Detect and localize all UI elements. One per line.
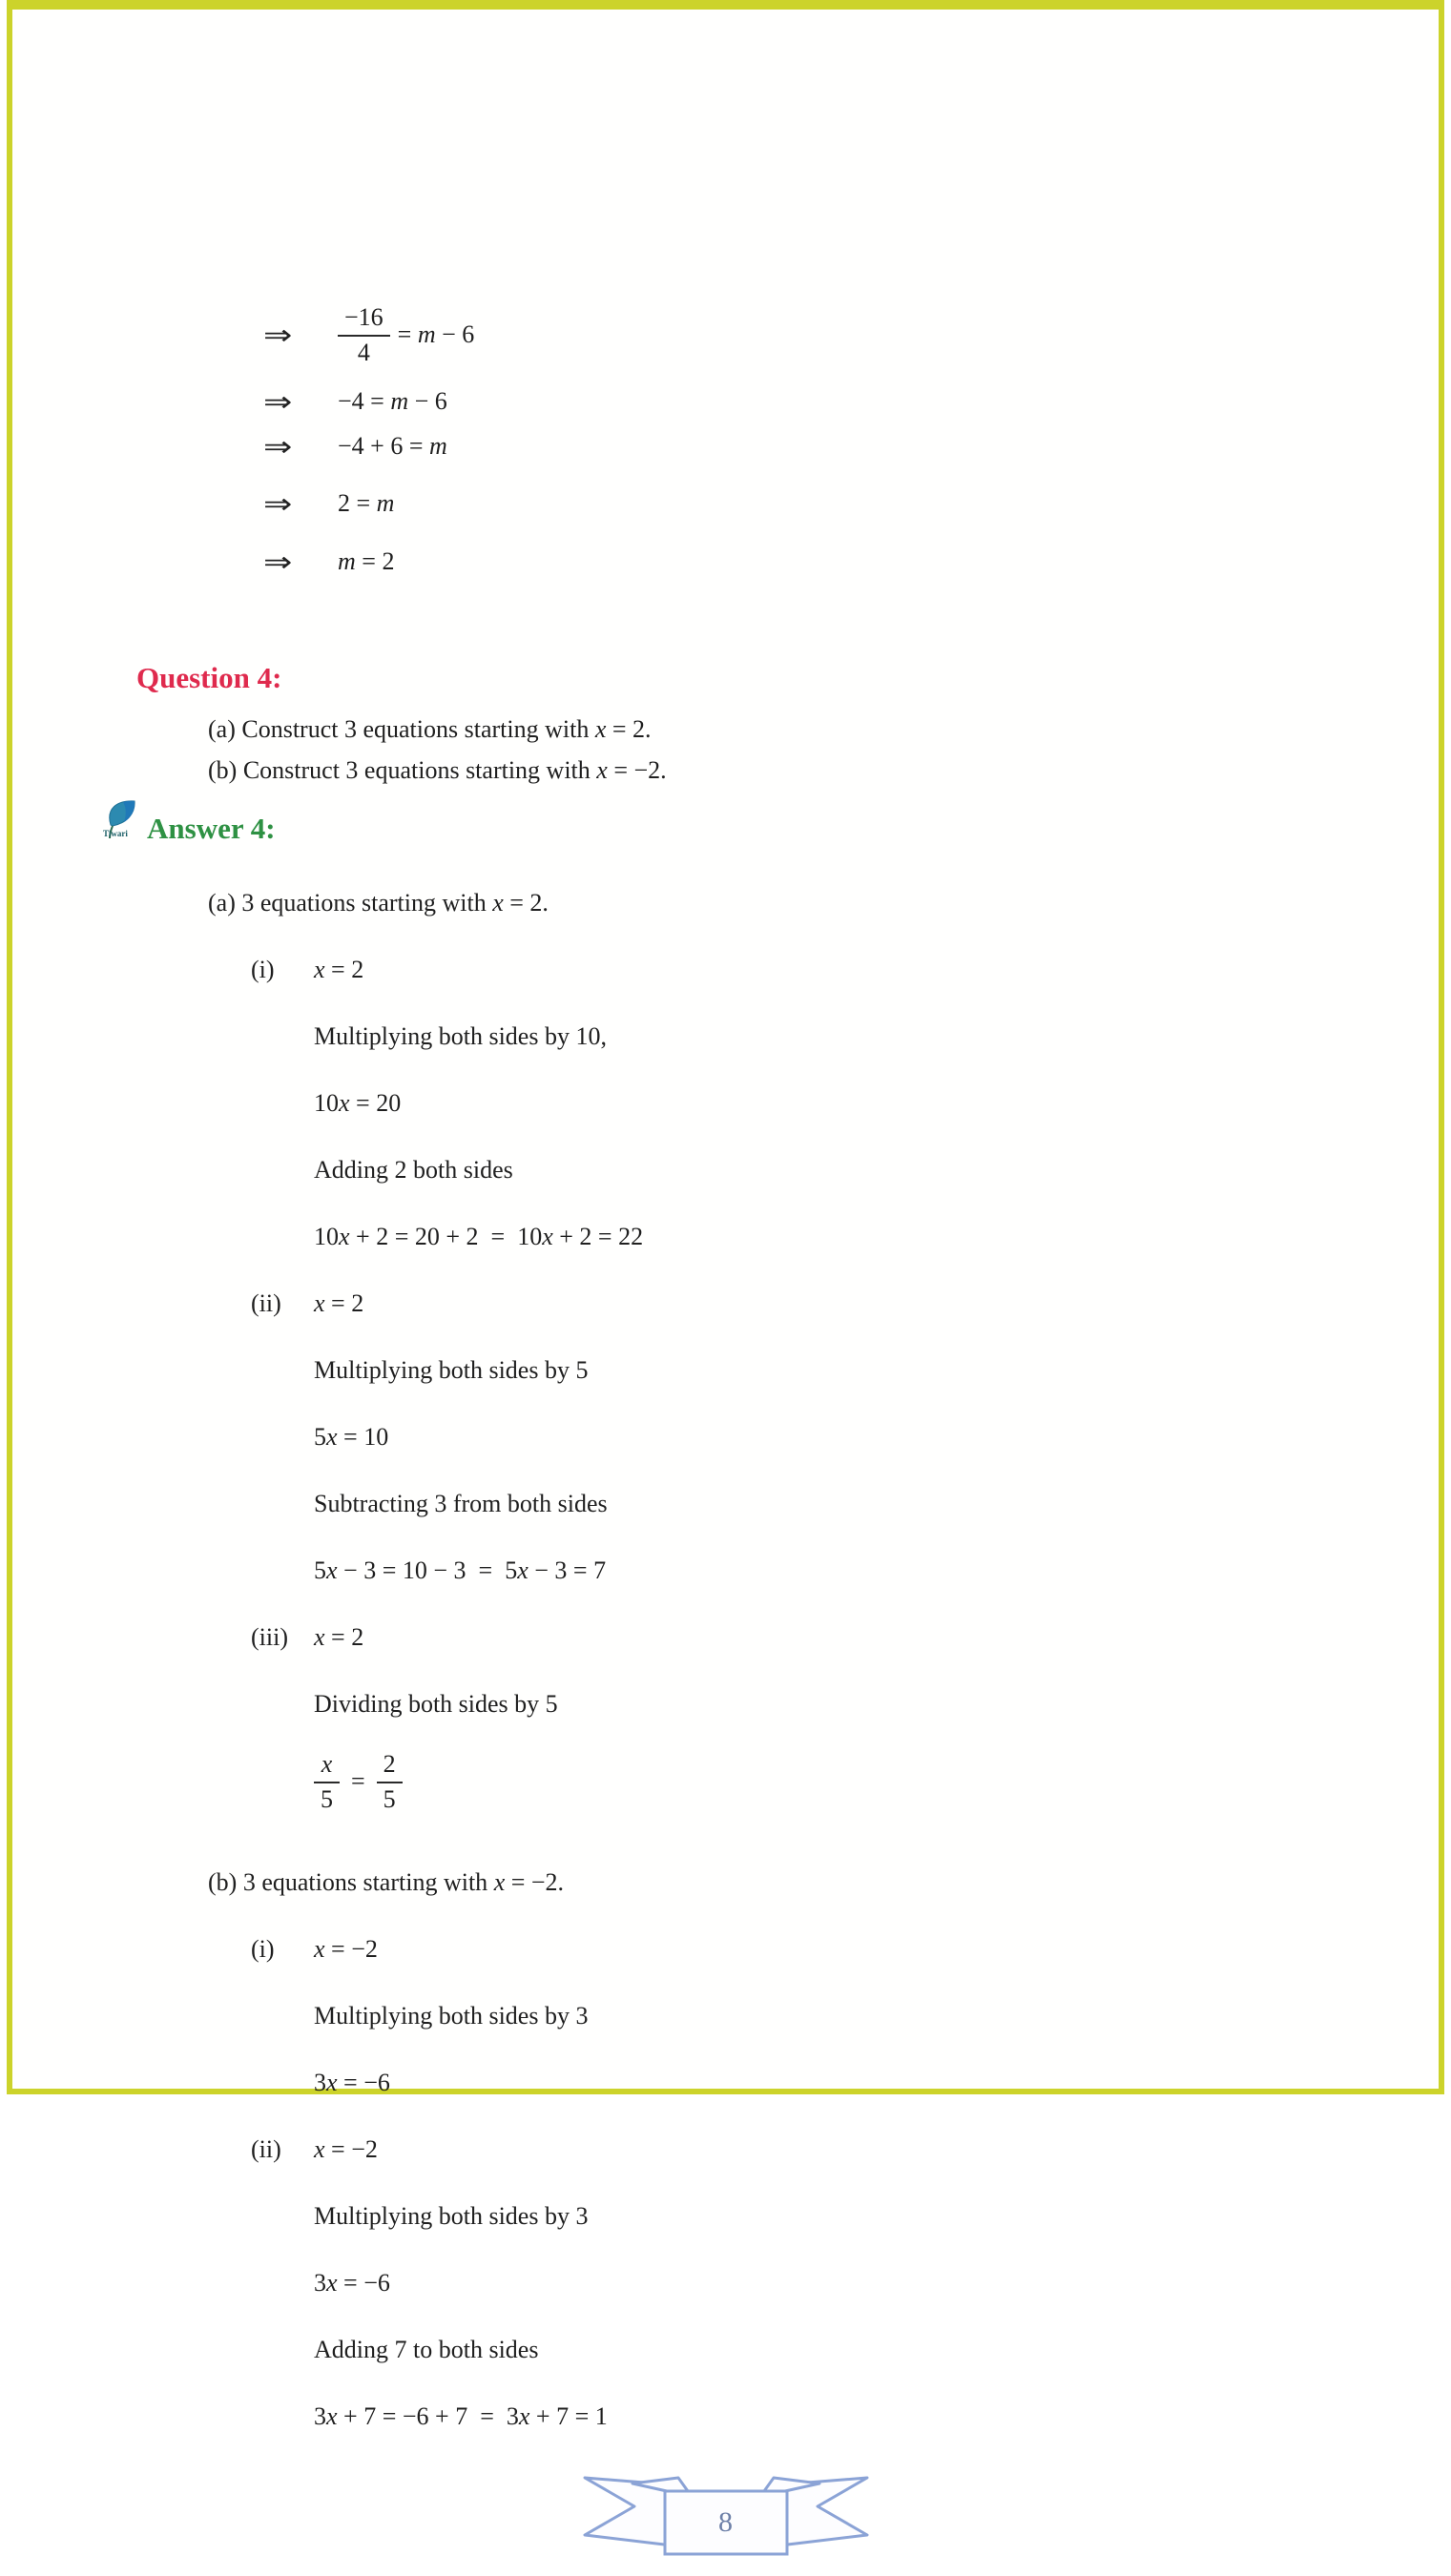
fraction-denominator: 4 — [338, 335, 390, 367]
fraction-equation — [314, 1750, 1439, 1814]
derivation-step — [263, 425, 1439, 467]
equation-text: m = 2 — [338, 547, 395, 575]
equation-text: = m − 6 — [397, 320, 475, 348]
implies-arrow-icon: ⇒ — [263, 546, 293, 578]
question-math: x = −2. — [596, 756, 667, 784]
answer-item: (ii) x = 2 — [251, 1289, 364, 1317]
equation-text: −4 = m − 6 — [338, 387, 447, 415]
question-math: x = 2. — [594, 715, 652, 743]
implies-arrow-icon: ⇒ — [263, 319, 293, 351]
implies-arrow-icon: ⇒ — [263, 385, 293, 418]
answer-line: Subtracting 3 from both sides — [314, 1490, 608, 1517]
question-title: Question 4: — [136, 661, 282, 694]
tiwari-leaf-logo-icon — [100, 796, 140, 854]
fraction: $\frac{2}{5}$ — [377, 1750, 403, 1814]
page-number: 8 — [718, 2505, 733, 2538]
answer-line: 10x + 2 = 20 + 2 = 10x + 2 = 22 — [314, 1223, 644, 1250]
answer-item: (iii) x = 2 — [251, 1623, 364, 1651]
answer-line: 3x = −6 — [314, 2268, 390, 2297]
fraction-numerator: −16 — [344, 302, 383, 331]
answer-item: (ii) x = −2 — [251, 2134, 378, 2163]
answer-line: Multiplying both sides by 3 — [314, 2201, 589, 2230]
equals-sign: = — [351, 1767, 365, 1796]
answer-item: (i) x = 2 — [251, 956, 364, 983]
implies-arrow-icon: ⇒ — [263, 487, 293, 520]
fraction: $\frac{x}{5}$ — [314, 1750, 340, 1814]
answer-line: 5x = 10 — [314, 1423, 389, 1451]
answer-line: 3x + 7 = −6 + 7 = 3x + 7 = 1 — [314, 2401, 608, 2430]
answer-line: 10x = 20 — [314, 1089, 402, 1117]
answer-line: 3x = −6 — [314, 2068, 390, 2096]
page-number-ribbon — [573, 2463, 879, 2576]
answer-title — [100, 800, 1439, 857]
derivation-step — [263, 541, 1439, 583]
derivation-block — [263, 291, 1439, 583]
answer-line: Multiplying both sides by 3 — [314, 2001, 589, 2030]
logo-text: Tiwari — [103, 829, 128, 838]
derivation-step — [263, 381, 1439, 422]
question-text: (a) Construct 3 equations starting with — [208, 715, 590, 743]
answer-line: Multiplying both sides by 10, — [314, 1022, 607, 1050]
answer-line: Adding 7 to both sides — [314, 2335, 539, 2363]
page-frame — [7, 0, 1444, 2538]
answer-intro-a: (a) 3 equations starting with x = 2. — [208, 889, 549, 917]
answer-line: Multiplying both sides by 5 — [314, 1356, 589, 1384]
question-text: (b) Construct 3 equations starting with — [208, 756, 591, 784]
equation-text: −4 + 6 = m — [338, 432, 447, 460]
answer-line: 5x − 3 = 10 − 3 = 5x − 3 = 7 — [314, 1556, 607, 1584]
document-page — [12, 291, 1439, 2538]
answer-item: (i) x = −2 — [251, 1934, 378, 1963]
question-part-a — [208, 709, 1439, 750]
answer-title-text: Answer 4: — [147, 812, 276, 845]
equation-text: 2 = m — [338, 489, 395, 517]
derivation-step — [263, 291, 1439, 379]
implies-arrow-icon: ⇒ — [263, 430, 293, 463]
answer-line: Adding 2 both sides — [314, 1156, 513, 1184]
question-part-b — [208, 750, 1439, 791]
derivation-step — [263, 483, 1439, 525]
answer-intro-b: (b) 3 equations starting with x = −2. — [208, 1867, 565, 1896]
answer-line: Dividing both sides by 5 — [314, 1690, 558, 1718]
